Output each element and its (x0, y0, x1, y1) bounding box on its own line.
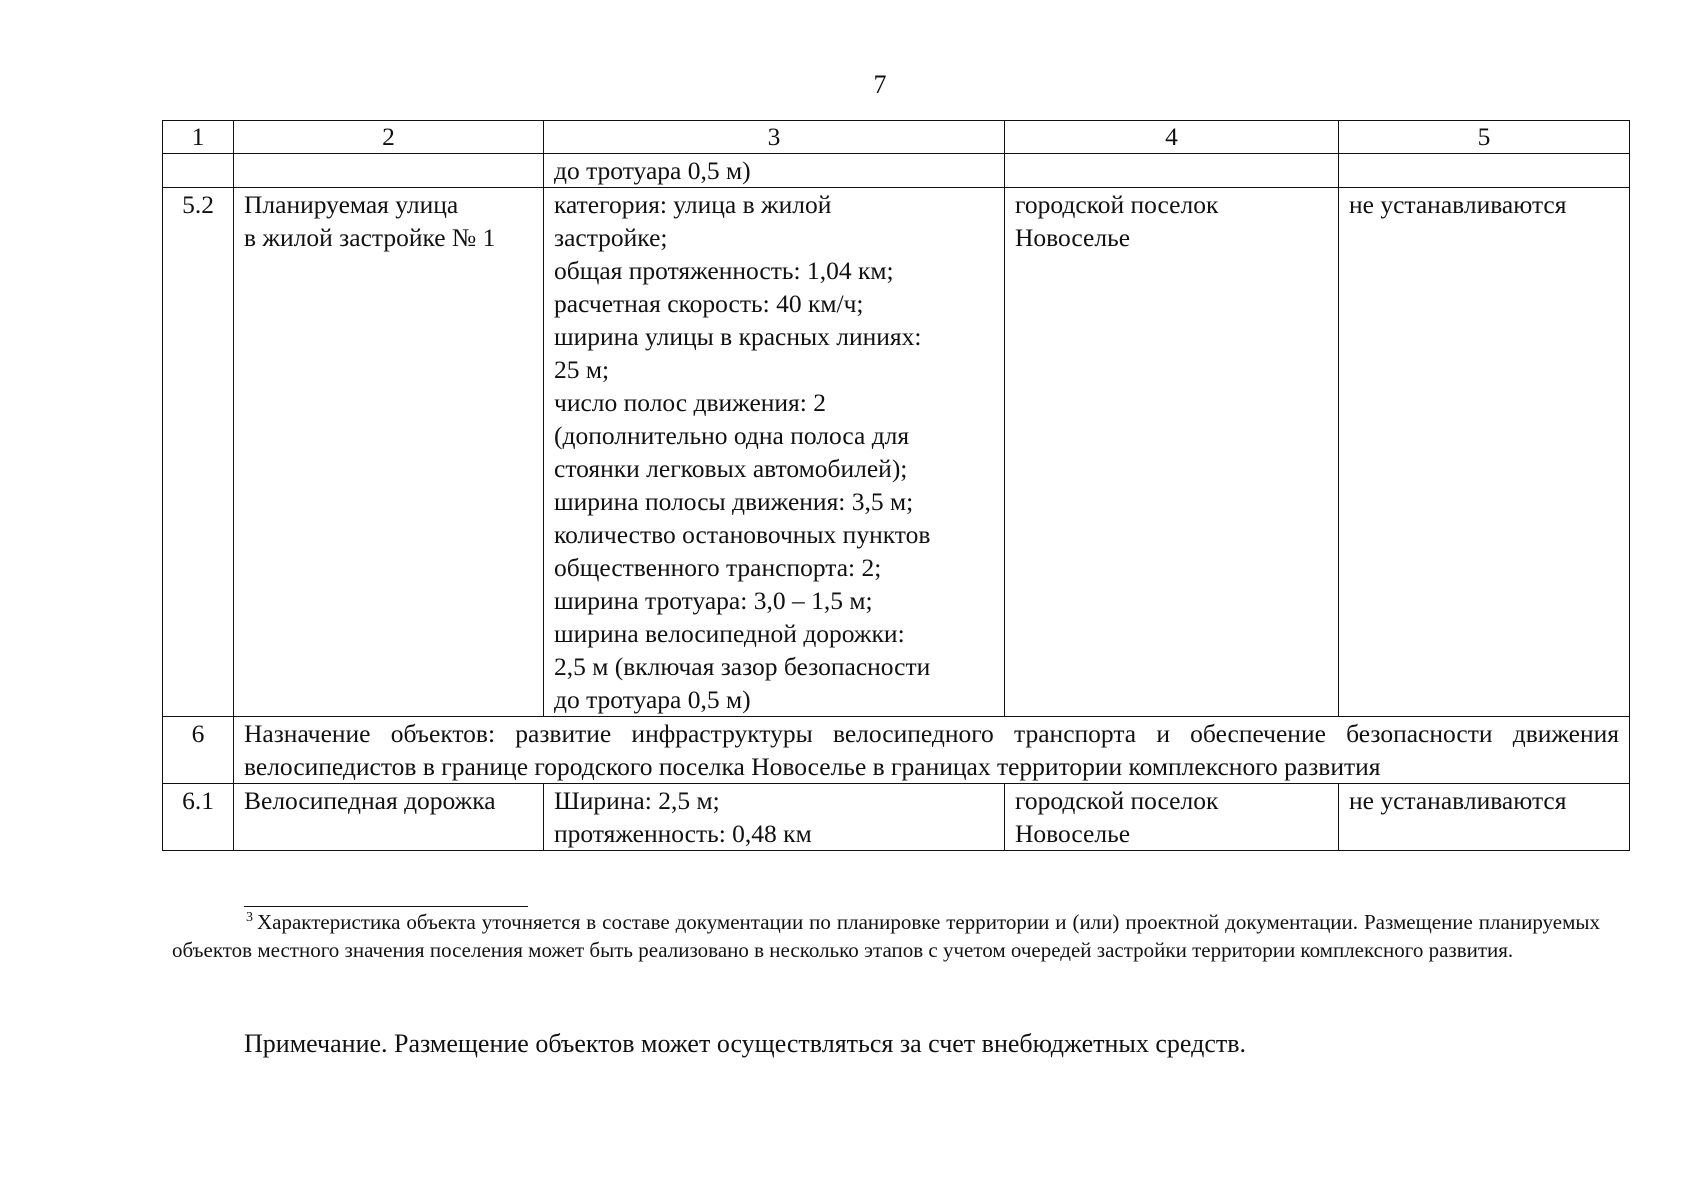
cell-name (234, 154, 544, 188)
header-col-4: 4 (1005, 121, 1339, 154)
characteristic-line: ширина велосипедной дорожки: (554, 619, 905, 648)
footnote-text: Характеристика объекта уточняется в составе документации по планировке территории и (или) проектной документации. Размещение планируемых объектов местного значения поселения может быть реализовано в несколько этапов с учетом очередей застройки территории комплексного развития. (172, 910, 1600, 962)
characteristic-line: ширина улицы в красных линиях: (554, 322, 922, 351)
cell-characteristics (544, 784, 1005, 851)
cell-num: 5.2 (163, 188, 234, 717)
table-row-6 (163, 717, 1630, 784)
header-col-2: 2 (234, 121, 544, 154)
characteristic-line: 2,5 м (включая зазор безопасности (554, 652, 931, 681)
cell-zones: не устанавливаются (1339, 784, 1630, 851)
characteristic-line: общая протяженность: 1,04 км; (554, 256, 894, 285)
cell-zones (1339, 154, 1630, 188)
cell-name: Велосипедная дорожка (234, 784, 544, 851)
table-row-5-2 (163, 188, 1630, 717)
header-col-3: 3 (544, 121, 1005, 154)
location-line: Новоселье (1015, 819, 1131, 848)
characteristic-line: ширина полосы движения: 3,5 м; (554, 487, 914, 516)
characteristic-line: протяженность: 0,48 км (554, 819, 812, 848)
characteristic-line: ширина тротуара: 3,0 – 1,5 м; (554, 586, 873, 615)
characteristic-line: (дополнительно одна полоса для (554, 421, 910, 450)
footnote-marker: 3 (246, 910, 253, 925)
cell-name (234, 188, 544, 717)
cell-num (163, 154, 234, 188)
cell-purpose: Назначение объектов: развитие инфраструктуры велосипедного транспорта и обеспечение безопасности движения велосипедистов в границе городского поселка Новоселье в границах территории комплексного развития (234, 717, 1630, 784)
cell-location (1005, 154, 1339, 188)
cell-characteristics: до тротуара 0,5 м) (544, 154, 1005, 188)
location-line: городской поселок (1015, 786, 1219, 815)
characteristic-line: 25 м; (554, 355, 610, 384)
cell-num: 6.1 (163, 784, 234, 851)
cell-location (1005, 188, 1339, 717)
characteristic-line: общественного транспорта: 2; (554, 553, 882, 582)
cell-num: 6 (163, 717, 234, 784)
name-line: Планируемая улица (244, 190, 459, 219)
table-row-6-1 (163, 784, 1630, 851)
characteristic-line: застройке; (554, 223, 668, 252)
footnote (172, 908, 1600, 964)
table-row-continuation (163, 154, 1630, 188)
location-line: Новоселье (1015, 223, 1131, 252)
header-col-1: 1 (163, 121, 234, 154)
note-text: Примечание. Размещение объектов может осуществляться за счет внебюджетных средств. (244, 1029, 1247, 1058)
characteristic-line: категория: улица в жилой (554, 190, 832, 219)
header-col-5: 5 (1339, 121, 1630, 154)
cell-characteristics (544, 188, 1005, 717)
footnote-divider (244, 906, 528, 907)
characteristic-line: до тротуара 0,5 м) (554, 685, 751, 714)
cell-location (1005, 784, 1339, 851)
characteristic-line: расчетная скорость: 40 км/ч; (554, 289, 864, 318)
cell-zones: не устанавливаются (1339, 188, 1630, 717)
characteristic-line: количество остановочных пунктов (554, 520, 931, 549)
table-header-row (163, 121, 1630, 154)
name-line: в жилой застройке № 1 (244, 223, 496, 252)
characteristic-line: число полос движения: 2 (554, 388, 826, 417)
characteristic-line: Ширина: 2,5 м; (554, 786, 720, 815)
characteristic-line: стоянки легковых автомобилей); (554, 454, 908, 483)
objects-table (162, 120, 1630, 851)
location-line: городской поселок (1015, 190, 1219, 219)
page-number: 7 (873, 70, 887, 99)
